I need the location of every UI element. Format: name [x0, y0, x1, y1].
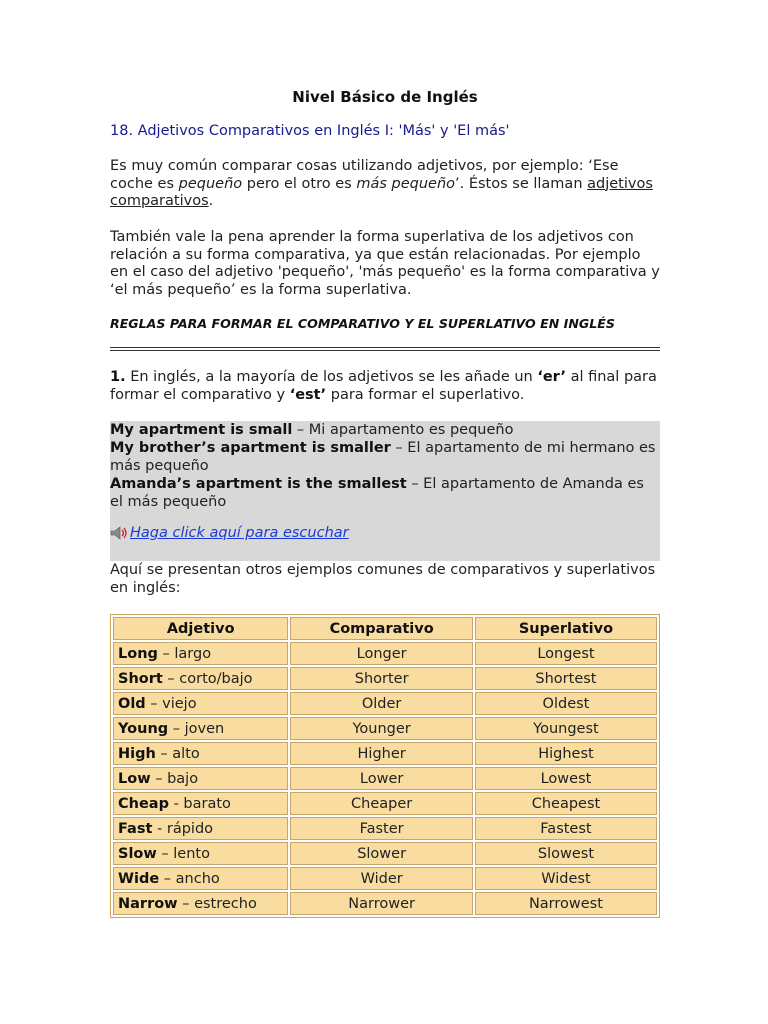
adjective-separator: –: [145, 695, 163, 712]
intro-paragraph: [110, 158, 660, 211]
adjective-cell: [113, 817, 288, 840]
header-adjetivo: Adjetivo: [113, 617, 288, 640]
heading-divider-bottom: [110, 350, 660, 351]
table-row: [113, 717, 657, 740]
table-row: [113, 642, 657, 665]
adjective-cell: [113, 842, 288, 865]
comparative-cell: Wider: [290, 867, 473, 890]
superlative-cell: Cheapest: [475, 792, 657, 815]
speaker-icon[interactable]: [110, 526, 128, 540]
adjective-english: Cheap: [118, 795, 169, 812]
intro-text-4: .: [208, 193, 214, 210]
superlative-cell: Shortest: [475, 667, 657, 690]
superlative-cell: Longest: [475, 642, 657, 665]
comparative-cell: Lower: [290, 767, 473, 790]
intro-emphasis-1: pequeño: [178, 175, 243, 192]
header-comparativo: Comparativo: [290, 617, 473, 640]
adjective-meaning: bajo: [167, 770, 199, 787]
adjective-meaning: barato: [183, 795, 231, 812]
intro-text-2: pero el otro es: [242, 175, 357, 192]
table-row: [113, 767, 657, 790]
rule-number: 1.: [110, 369, 126, 385]
adjective-english: High: [118, 745, 156, 762]
comparative-cell: Older: [290, 692, 473, 715]
table-row: [113, 792, 657, 815]
example-line: [110, 475, 660, 511]
comparative-cell: Slower: [290, 842, 473, 865]
adjective-separator: –: [157, 645, 175, 662]
example-spanish: – El apartamento de mi hermano es más pequeño: [110, 440, 656, 474]
more-examples-paragraph: Aquí se presentan otros ejemplos comunes de comparativos y superlativos en inglés:: [110, 562, 656, 596]
rules-heading: REGLAS PARA FORMAR EL COMPARATIVO Y EL SUPERLATIVO EN INGLÉS: [110, 316, 615, 331]
rule-est-suffix: ‘est’: [289, 386, 327, 403]
rule-text-2: al final para formar el comparativo y: [110, 369, 657, 403]
adjective-separator: –: [162, 670, 180, 687]
page-title: Nivel Básico de Inglés: [292, 88, 478, 106]
listen-row: [110, 525, 349, 541]
adjective-meaning: joven: [184, 720, 225, 737]
intro-underlined-term: adjetivos comparativos: [110, 175, 653, 210]
adjectives-table: [110, 614, 660, 918]
rule-text-3: para formar el superlativo.: [326, 386, 525, 403]
superlative-cell: Highest: [475, 742, 657, 765]
intro-text-3: ’. Éstos se llaman: [455, 175, 588, 192]
table-row: [113, 742, 657, 765]
adjective-separator: –: [168, 720, 185, 737]
example-english: My brother’s apartment is smaller: [110, 440, 391, 456]
adjective-cell: [113, 642, 288, 665]
rule-text-1: En inglés, a la mayoría de los adjetivos se les añade un: [125, 369, 538, 385]
table-row: [113, 892, 657, 915]
adjective-separator: –: [155, 745, 173, 762]
example-spanish: – El apartamento de Amanda es el más pequeño: [110, 476, 644, 510]
adjective-cell: [113, 742, 288, 765]
intro-emphasis-2: más pequeño: [356, 175, 456, 192]
adjective-english: Narrow: [118, 895, 178, 912]
comparative-cell: Faster: [290, 817, 473, 840]
superlative-cell: Lowest: [475, 767, 657, 790]
adjective-english: Fast: [118, 820, 153, 837]
superlative-cell: Slowest: [475, 842, 657, 865]
heading-divider-top: [110, 347, 660, 348]
adjective-separator: -: [168, 795, 184, 812]
adjective-meaning: lento: [173, 845, 210, 862]
adjective-english: Old: [118, 695, 146, 712]
superlative-cell: Widest: [475, 867, 657, 890]
rule-er-suffix: ‘er’: [537, 369, 566, 385]
adjective-separator: –: [159, 870, 176, 887]
adjective-meaning: estrecho: [194, 895, 257, 912]
table-row: [113, 842, 657, 865]
table-row: [113, 867, 657, 890]
table-header-row: [113, 617, 657, 640]
example-line: [110, 421, 660, 439]
adjective-cell: [113, 717, 288, 740]
superlative-cell: Fastest: [475, 817, 657, 840]
adjective-meaning: largo: [174, 645, 212, 662]
example-box: [110, 421, 660, 561]
listen-link[interactable]: Haga click aquí para escuchar: [130, 525, 349, 541]
comparative-cell: Cheaper: [290, 792, 473, 815]
adjective-english: Wide: [118, 870, 160, 887]
comparative-cell: Higher: [290, 742, 473, 765]
adjective-separator: –: [150, 770, 168, 787]
example-english: Amanda’s apartment is the smallest: [110, 476, 407, 492]
adjective-english: Long: [118, 645, 158, 662]
adjective-meaning: corto/bajo: [179, 670, 253, 687]
adjective-meaning: viejo: [162, 695, 197, 712]
intro-text-1: Es muy común comparar cosas utilizando adjetivos, por ejemplo: ‘Ese coche es: [110, 158, 619, 192]
header-superlativo: Superlativo: [475, 617, 657, 640]
adjective-separator: -: [152, 820, 167, 837]
adjective-cell: [113, 892, 288, 915]
superlative-cell: Oldest: [475, 692, 657, 715]
example-line: [110, 439, 660, 475]
adjective-english: Short: [118, 670, 163, 687]
table-row: [113, 817, 657, 840]
comparative-cell: Shorter: [290, 667, 473, 690]
table-row: [113, 667, 657, 690]
adjective-english: Low: [118, 770, 151, 787]
superlative-paragraph: También vale la pena aprender la forma superlativa de los adjetivos con relación a su forma comparativa, ya que están relacionadas. Por ejemplo en el caso del adjetivo 'pequeño', 'más pequeño' es la forma comparativa y ‘el más pequeño’ es la forma superlativa.: [110, 229, 660, 298]
lesson-subtitle: 18. Adjetivos Comparativos en Inglés I: 'Más' y 'El más': [110, 123, 510, 139]
adjective-separator: –: [177, 895, 195, 912]
rule-1-paragraph: [110, 369, 660, 404]
adjective-meaning: rápido: [166, 820, 214, 837]
adjective-cell: [113, 667, 288, 690]
adjective-cell: [113, 692, 288, 715]
adjective-meaning: ancho: [175, 870, 220, 887]
adjective-english: Young: [118, 720, 169, 737]
comparative-cell: Narrower: [290, 892, 473, 915]
table-row: [113, 692, 657, 715]
superlative-cell: Narrowest: [475, 892, 657, 915]
example-spanish: – Mi apartamento es pequeño: [292, 422, 514, 438]
comparative-cell: Younger: [290, 717, 473, 740]
adjective-cell: [113, 792, 288, 815]
adjective-meaning: alto: [172, 745, 200, 762]
comparative-cell: Longer: [290, 642, 473, 665]
superlative-cell: Youngest: [475, 717, 657, 740]
example-english: My apartment is small: [110, 422, 293, 438]
adjective-cell: [113, 767, 288, 790]
adjective-cell: [113, 867, 288, 890]
adjective-english: Slow: [118, 845, 157, 862]
adjective-separator: –: [156, 845, 174, 862]
